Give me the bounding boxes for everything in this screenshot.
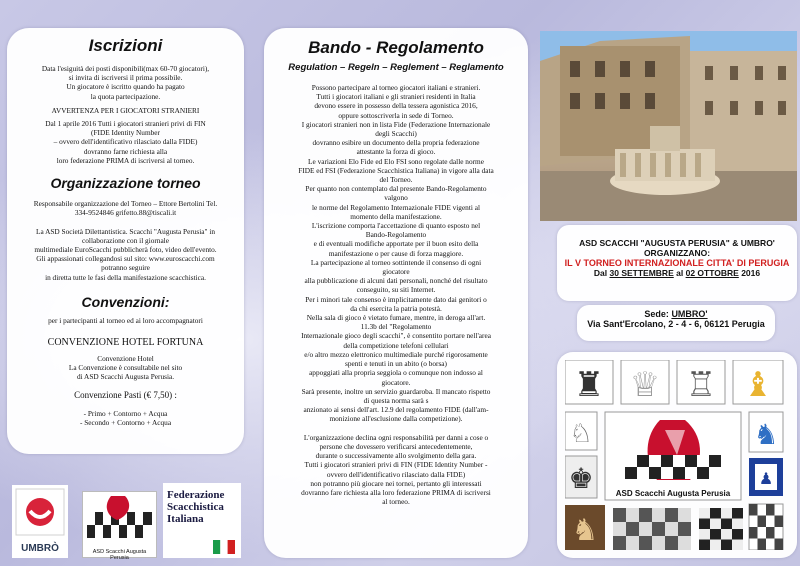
umbro-logo-text: UMBRÒ <box>21 543 59 554</box>
venue-box <box>577 305 775 341</box>
stranieri-text <box>15 119 236 165</box>
dates-mid: al <box>676 268 684 278</box>
perugia-palace-photo <box>540 31 797 221</box>
text-line: appoggiati alla propria seggiola o comunque non indosso al <box>309 368 483 378</box>
svg-text:♖: ♖ <box>685 367 717 404</box>
svg-text:♞: ♞ <box>571 514 599 547</box>
text-line: valgono <box>384 193 408 203</box>
text-line: collaborazione con il giornale <box>82 235 169 245</box>
text-line: loro federazione PRIMA di iscriversi al torneo. <box>56 155 195 165</box>
text-line: durante o successivamente allo svolgimento della gara. <box>315 451 477 461</box>
text-line <box>15 217 236 226</box>
dates-prefix: Dal <box>593 268 608 278</box>
text-line: momento della manifestazione. <box>350 211 442 221</box>
svg-text:♘: ♘ <box>569 419 593 448</box>
text-line: Data l'esiguità dei posti disponibili(max 60-70 giocatori), <box>41 64 210 73</box>
text-line: ovvero dell'identificativo rilasciato dalla FIDE) <box>326 469 466 479</box>
tournament-info-box <box>557 225 797 301</box>
text-line: giocatore <box>382 267 410 277</box>
text-line: Possono partecipare al torneo giocatori italiani e stranieri. <box>311 83 481 92</box>
text-line: monizione all'esclusione dalla competizione). <box>329 414 463 424</box>
text-line: Sarà presente, inoltre un servizio guardaroba. Il mancato rispetto <box>301 386 491 396</box>
text-line: Tutti i giocatori italiani e gli stranieri residenti in Italia <box>316 92 476 102</box>
text-line: Internazionale gioco degli scacchi", è consentito portare nell'area <box>301 331 491 341</box>
text-line: e/o altro mezzo elettronico multimediale purché rigorosamente <box>304 349 488 359</box>
iscrizioni-heading: Iscrizioni <box>88 36 163 55</box>
text-line: 11.3b del "Regolamento <box>360 322 432 332</box>
text-line: dovranno esibire un documento della propria federazione <box>312 138 480 148</box>
text-line: Nella sala di gioco è vietato fumare, mentre, in deroga all'art. <box>306 313 486 323</box>
text-line: degli Scacchi) <box>375 129 417 139</box>
text-line: manifestazione o per cause di forza maggiore. <box>328 248 464 258</box>
text-line: multimediale EuroScacchi pubblicherà foto, video dell'evento. <box>34 245 217 255</box>
date-year: 2016 <box>741 268 761 278</box>
tournament-title: IL V TORNEO INTERNAZIONALE CITTA' DI PERUGIA <box>564 258 790 268</box>
fsi-text <box>167 489 237 525</box>
asd-logo-caption: ASD Scacchi Augusta Perusia <box>92 549 147 561</box>
svg-text:♕: ♕ <box>629 367 661 404</box>
venue-address: Via Sant'Ercolano, 2 - 4 - 6, 06121 Perugia <box>587 319 765 329</box>
text-line: attestante la forza di gioco. <box>356 147 436 157</box>
text-line: e di eventuali modifiche apportate per il buon esito della <box>313 239 479 249</box>
text-line: del Torneo. <box>379 175 413 185</box>
text-line: La ASD Società Dilettantistica. Scacchi "Augusta Perusia" in <box>35 226 216 236</box>
organizzazione-heading: Organizzazione torneo <box>50 175 201 192</box>
regolamento-heading: Bando - Regolamento <box>308 38 484 57</box>
regulations-panel <box>264 28 528 558</box>
chess-collage-box <box>557 352 797 558</box>
text-line: Convenzione Hotel <box>97 354 154 364</box>
asd-logo <box>82 491 157 561</box>
text-line: Un giocatore è iscritto quando ha pagato <box>66 82 185 92</box>
text-line: oppure sottoscriverla in sede di Torneo. <box>338 110 454 120</box>
chess-collage <box>565 360 789 550</box>
text-line: in diretta tutte le fasi della manifestazione scacchistica. <box>45 272 206 282</box>
regolamento-text <box>272 83 520 506</box>
venue-label: Sede: <box>644 309 669 319</box>
text-line: dovranno farne richiesta alla <box>83 146 168 156</box>
fsi-logo <box>163 483 241 558</box>
organizers-line: ASD SCACCHI "AUGUSTA PERUSIA" & UMBRO' <box>579 238 775 248</box>
fsi-text-line: Federazione <box>167 489 225 501</box>
text-line: 334-9524846 grifetto.88@tiscali.it <box>74 208 177 218</box>
text-line: - Primo + Contorno + Acqua <box>83 408 168 418</box>
convenzioni-intro: per i partecipanti al torneo ed ai loro accompagnatori <box>48 315 203 325</box>
text-line: FIDE ed FSI (Federazione Scacchistica Italiana) in vigore alla data <box>298 165 494 175</box>
fsi-text-line: Scacchistica <box>167 501 224 513</box>
svg-text:♞: ♞ <box>753 420 779 451</box>
text-line: La Convenzione è consultabile nel sito <box>68 363 183 373</box>
text-line: di ASD Scacchi Augusta Perusia. <box>76 372 175 382</box>
text-line: conseguito, su siti Internet. <box>356 285 436 295</box>
text-line: di questa norma sarà s <box>363 395 429 405</box>
text-line: L'iscrizione comporta l'accettazione di quanto esposto nel <box>311 221 481 231</box>
date-start: 30 SETTEMBRE <box>609 268 674 278</box>
text-line: non potranno più giocare nei tornei, pertanto gli interessati <box>310 478 482 488</box>
text-line: - Secondo + Contorno + Acqua <box>79 417 172 427</box>
venue-name-line <box>583 309 769 319</box>
registration-panel <box>7 28 244 454</box>
text-line: La partecipazione al torneo sottintende il consenso di ogni <box>310 257 482 267</box>
text-line: persone che dovessero verificarsi antecedentemente, <box>319 441 473 451</box>
text-line: dovranno fare richiesta alla loro federazione PRIMA di iscriversi <box>301 487 491 497</box>
svg-text:♚: ♚ <box>568 464 594 495</box>
avvertenza-heading: AVVERTENZA PER I GIOCATORI STRANIERI <box>51 105 200 115</box>
text-line: la quota partecipazione. <box>90 91 161 101</box>
svg-text:♝: ♝ <box>742 367 774 404</box>
text-line: Tutti i giocatori stranieri privi di FIN (FIDE Identity Number - <box>304 460 488 470</box>
text-line: spenti e tenuti in un abito (o borsa) <box>345 359 447 369</box>
convenzioni-heading: Convenzioni: <box>81 293 170 310</box>
text-line: (FIDE Identity Number <box>91 128 160 138</box>
text-line: alla pubblicazione di alcuni dati personali, nonché del risultato <box>304 276 488 286</box>
text-line: giocatore. <box>381 377 411 387</box>
venue-name: UMBRO' <box>671 309 708 319</box>
text-line: – ovvero dell'identificativo rilasciato dalla FIDE) <box>53 137 198 147</box>
tournament-dates <box>563 268 791 278</box>
text-line: Per i minori tale consenso è implicitamente dato dai genitori o <box>305 294 487 304</box>
date-end: 02 OTTOBRE <box>685 268 739 278</box>
iscrizioni-text <box>15 64 236 101</box>
text-line: Per quanto non contemplato dal presente Bando-Regolamento <box>305 184 487 194</box>
organizzazione-text <box>15 199 236 282</box>
text-line: al torneo. <box>382 497 410 507</box>
text-line: Dal 1 aprile 2016 Tutti i giocatori stranieri privi di FIN <box>45 119 206 129</box>
text-line: potranno seguire <box>101 263 150 273</box>
regulation-languages: Regulation – Regeln – Reglement – Reglamento <box>288 62 504 73</box>
svg-text:♜: ♜ <box>573 367 605 404</box>
text-line: Le variazioni Elo Fide ed Elo FSI sono regolate dalle norme <box>308 156 484 166</box>
umbro-logo <box>12 485 68 558</box>
hotel-text <box>15 354 236 382</box>
italy-flag-icon <box>213 540 235 554</box>
text-line: da chi esercita la patria potestà. <box>350 303 442 313</box>
text-line: Gli appassionati collegandosi sul sito: www.euroscacchi.com <box>36 254 215 264</box>
text-line: della competizione telefoni cellulari <box>343 340 449 350</box>
text-line: I giocatori stranieri non in lista Fide (Federazione Internazionale <box>301 119 491 129</box>
organizzano-label: ORGANIZZANO: <box>643 248 711 258</box>
text-line: le norme del Regolamento Internazionale FIDE vigenti al <box>312 202 480 212</box>
text-line: L'organizzazione declina ogni responsabilità per danni a cose o <box>303 432 489 442</box>
asd-caption: ASD Scacchi Augusta Perusia <box>615 489 731 498</box>
text-line: si invita di iscriversi il prima possibile. <box>68 73 183 83</box>
text-line: anzionato ai sensi dell'art. 12.9 del regolamento FIDE (dall'am- <box>303 405 489 415</box>
text-line: devono essere in possesso della tessera agonistica 2016, <box>314 101 478 111</box>
hotel-heading: CONVENZIONE HOTEL FORTUNA <box>47 337 204 349</box>
text-line <box>272 424 520 433</box>
pasti-heading: Convenzione Pasti (€ 7,50) : <box>74 389 177 400</box>
text-line: Bando-Regolamento <box>365 230 427 240</box>
fsi-text-line: Italiana <box>167 513 204 525</box>
text-line: Responsabile organizzazione del Torneo – Ettore Bertolini Tel. <box>33 199 218 209</box>
pasti-text <box>15 409 236 427</box>
svg-text:♟: ♟ <box>758 471 774 488</box>
